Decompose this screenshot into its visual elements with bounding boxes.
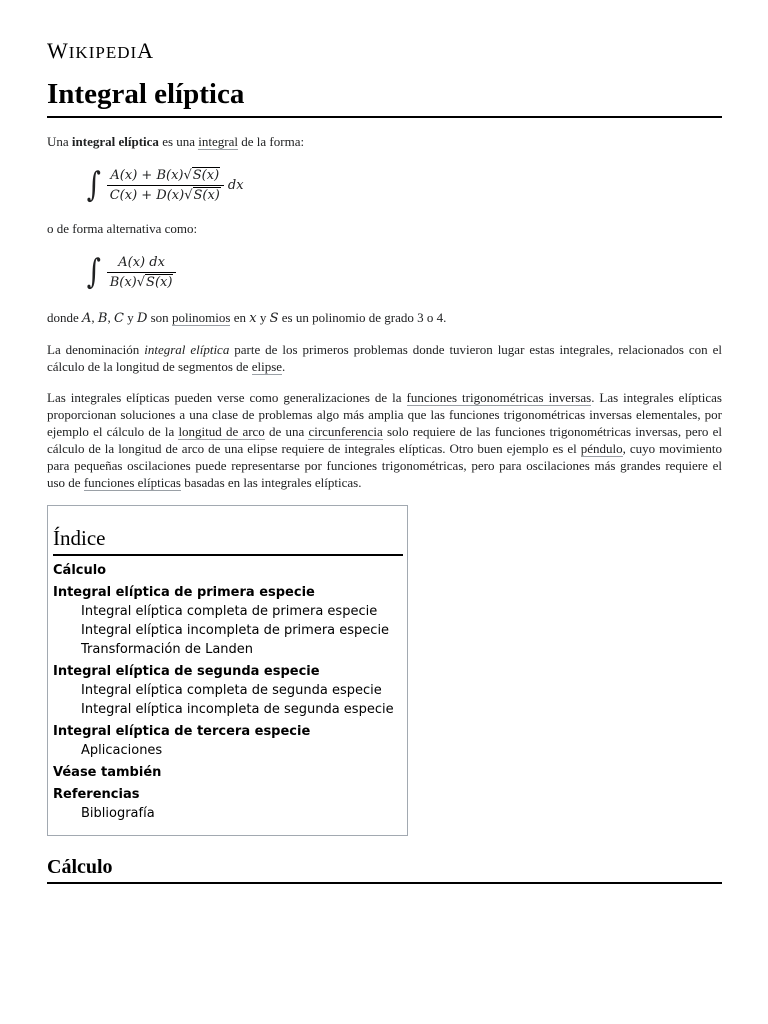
formula-integral-alternative <box>85 247 722 297</box>
link-circunferencia[interactable]: circunferencia <box>308 424 383 439</box>
wikipedia-wordmark[interactable] <box>47 38 722 66</box>
intro-paragraph <box>47 133 722 150</box>
toc-item[interactable]: Integral elíptica de primera especie <box>53 585 315 600</box>
toc-list <box>53 561 403 823</box>
donde-text-1: donde <box>47 310 83 325</box>
toc-item[interactable]: Integral elíptica de tercera especie <box>53 724 311 739</box>
toc-item[interactable]: Cálculo <box>53 563 107 578</box>
wordmark-first-letter: W <box>47 38 69 63</box>
formula1-num-a: A(x) + B(x) <box>110 167 184 183</box>
intro-text-1: Una <box>47 134 72 149</box>
denom-italic-term: integral elíptica <box>144 342 230 357</box>
toc-item[interactable]: Integral elíptica completa de segunda especie <box>81 683 382 698</box>
donde-text-4: en <box>230 310 250 325</box>
section-heading-calculo: Cálculo <box>47 856 722 884</box>
denom-text-1: La denominación <box>47 342 145 357</box>
formula1-den-a: C(x) + D(x) <box>109 187 185 203</box>
article-content <box>47 0 722 884</box>
formula2-den-sqrt: √S(x) <box>136 274 173 290</box>
donde-comma-2: , <box>107 310 114 325</box>
link-longitud-de-arco[interactable]: longitud de arco <box>178 424 265 439</box>
formula1-dx: dx <box>227 177 244 193</box>
math-C: C <box>113 311 124 326</box>
link-integral[interactable]: integral <box>198 134 239 149</box>
formula2-numerator: A(x) dx <box>118 254 165 270</box>
denom-text-3: . <box>282 359 286 374</box>
formula2-den-a: B(x) <box>109 274 137 290</box>
toc-item[interactable]: Integral elíptica de segunda especie <box>53 664 320 679</box>
math-S: S <box>269 311 279 326</box>
toc-title: Índice <box>53 526 403 556</box>
toc-item[interactable]: Integral elíptica incompleta de primera especie <box>81 623 390 638</box>
long-text-2: . Las integrales elípticas proporcionan soluciones a una clase de problemas algo más amplia que las funciones trigonométricas inversas elementales, por ejemplo el cálculo de la <box>47 390 722 439</box>
donde-text-2: y <box>123 310 137 325</box>
link-elipse[interactable]: elipse <box>251 359 283 374</box>
formula1-num-radicand: S(x) <box>192 167 220 183</box>
toc-item[interactable]: Referencias <box>53 787 140 802</box>
donde-text-6: es un polinomio de grado 3 o 4. <box>278 310 447 325</box>
formula2-fraction <box>107 255 177 290</box>
long-text-5: , cuyo movimiento para pequeñas oscilaciones puede representarse por funciones trigonométricas, pero para oscilaciones más grandes requiere el uso de <box>47 441 722 490</box>
alt-form-paragraph: o de forma alternativa como: <box>47 221 198 236</box>
link-funciones-trigonometricas-inversas[interactable]: funciones trigonométricas inversas <box>406 390 592 405</box>
donde-text-3: son <box>147 310 172 325</box>
long-text-1: Las integrales elípticas pueden verse como generalizaciones de la <box>47 390 407 405</box>
formula2-denominator <box>107 272 177 290</box>
link-pendulo[interactable]: péndulo <box>580 441 623 456</box>
donde-paragraph <box>47 309 722 327</box>
math-x: x <box>249 311 257 326</box>
denom-text-2: parte de los primeros problemas donde tuvieron lugar estas integrales, relacionados con el cálculo de la longitud de segmentos de <box>47 342 722 374</box>
intro-text-2: es una <box>158 134 199 149</box>
toc-item[interactable]: Integral elíptica completa de primera especie <box>81 604 378 619</box>
math-D: D <box>136 311 148 326</box>
link-polinomios[interactable]: polinomios <box>171 310 231 325</box>
long-text-3: de una <box>264 424 309 439</box>
formula1-num-sqrt: √S(x) <box>183 167 220 183</box>
formula1-den-radicand: S(x) <box>193 187 220 203</box>
toc-item[interactable]: Aplicaciones <box>81 743 163 758</box>
denomination-paragraph <box>47 341 722 375</box>
toc-item[interactable]: Transformación de Landen <box>81 642 254 657</box>
toc-item[interactable]: Bibliografía <box>81 806 155 821</box>
link-funciones-elipticas[interactable]: funciones elípticas <box>83 475 181 490</box>
donde-comma-1: , <box>91 310 98 325</box>
formula-integral-general <box>85 160 722 210</box>
intro-bold-term: integral elíptica <box>71 134 159 149</box>
math-B: B <box>97 311 108 326</box>
math-A: A <box>82 311 92 326</box>
formula1-denominator <box>107 185 224 203</box>
wordmark-last-letter: A <box>137 38 155 63</box>
long-text-4: solo requiere de las funciones trigonométricas inversas, pero el cálculo de la longitud de arco de una elipse requiere de integrales elípticas. Otro buen ejemplo es el <box>47 424 722 456</box>
long-text-6: basadas en las integrales elípticas. <box>180 475 362 490</box>
formula2-den-radicand: S(x) <box>146 274 173 290</box>
formula1-den-sqrt: √S(x) <box>184 187 220 203</box>
wordmark-small-caps: IKIPEDI <box>68 43 138 62</box>
toc-item[interactable]: Integral elíptica incompleta de segunda especie <box>81 702 394 717</box>
toc-item[interactable]: Véase también <box>53 765 162 780</box>
generalization-paragraph <box>47 389 722 491</box>
formula1-numerator <box>107 168 223 185</box>
page-title: Integral elíptica <box>47 76 722 118</box>
integral-sign-icon: ∫ <box>86 165 101 205</box>
donde-text-5: y <box>256 310 270 325</box>
formula1-fraction <box>107 168 224 203</box>
intro-text-3: de la forma: <box>238 134 305 149</box>
integral-sign-icon: ∫ <box>86 252 101 292</box>
table-of-contents <box>47 505 408 836</box>
